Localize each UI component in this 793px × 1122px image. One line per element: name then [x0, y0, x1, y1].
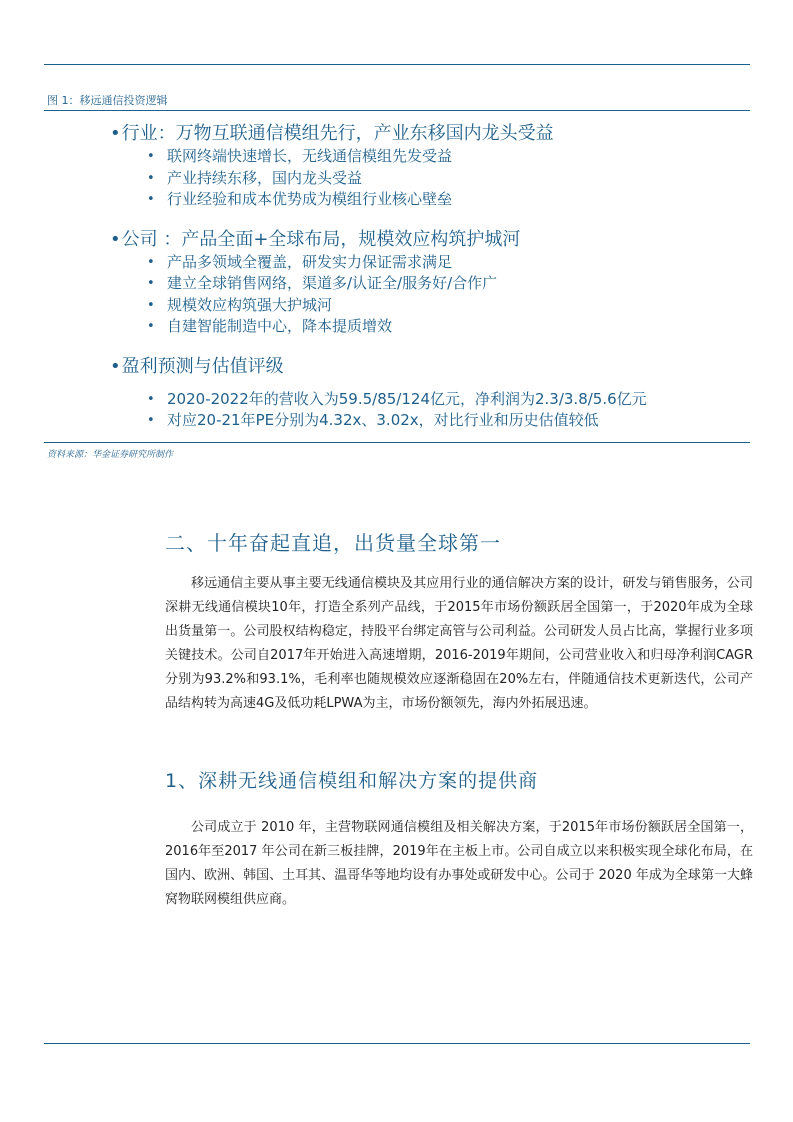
- figure-caption: 图 1：移远通信投资逻辑: [47, 94, 168, 107]
- list-item-text: 建立全球销售网络，渠道多/认证全/服务好/合作广: [167, 274, 498, 292]
- source-note: 资料来源：华金证券研究所制作: [47, 450, 174, 460]
- bullet-icon: •: [147, 276, 155, 291]
- list-item: [110, 189, 710, 211]
- logic-heading-text: 公司 ：产品全面+全球布局，规模效应构筑护城河: [121, 228, 521, 250]
- section-paragraph: 移远通信主要从事主要无线通信模块及其应用行业的通信解决方案的设计，研发与销售服务，公司深耕无线通信模块10年，打造全系列产品线，于2015年市场份额跃居全国第一，于2020年成为全球出货量第一。公司股权结构稳定，持股平台绑定高管与公司利益。公司研发人员占比高，掌握行业多项关键技术。公司自2017年开始进入高速增期，2016-2019年期间，公司营业收入和归母净利润CAGR 分别为93.2%和93.1%，毛利率也随规模效应逐渐稳固在20%左右，伴随通信技术更新迭代，公司产品结构转为高速4G及低功耗LPWA为主，市场份额领先，海内外拓展迅速。: [165, 576, 753, 711]
- list-item-text: 2020-2022年的营收入为59.5/85/124亿元，净利润为2.3/3.8/5.6亿元: [167, 389, 647, 408]
- bullet-icon: •: [147, 297, 155, 313]
- logic-heading-text: 行业：万物互联通信模组先行，产业东移国内龙头受益: [121, 123, 554, 144]
- footer-rule: [44, 1043, 750, 1044]
- logic-heading-text: 盈利预测与估值评级: [121, 355, 284, 377]
- bullet-icon: •: [110, 228, 121, 250]
- bullet-icon: •: [147, 319, 155, 334]
- bullet-icon: •: [147, 149, 155, 164]
- logic-list: [110, 252, 710, 338]
- list-item-text: 规模效应构筑强大护城河: [167, 295, 333, 314]
- logic-heading: [110, 228, 710, 252]
- list-item-text: 产业持续东移，国内龙头受益: [167, 168, 363, 187]
- section-title: 二、十年奋起直追，出货量全球第一: [165, 531, 501, 555]
- investment-logic-figure: [110, 122, 710, 432]
- list-item: [110, 410, 710, 432]
- logic-heading: [110, 122, 710, 146]
- logic-list: [110, 146, 710, 211]
- bullet-icon: •: [110, 355, 121, 377]
- list-item: [110, 295, 710, 317]
- list-item: [110, 273, 710, 295]
- logic-section-forecast: [110, 355, 710, 432]
- list-item: [110, 252, 710, 274]
- list-item: [110, 389, 710, 411]
- logic-list: [110, 389, 710, 432]
- bullet-icon: •: [110, 123, 121, 144]
- list-item-text: 自建智能制造中心，降本提质增效: [167, 317, 393, 335]
- header-rule: [44, 64, 750, 65]
- subsection-title: 1、深耕无线通信模组和解决方案的提供商: [165, 770, 539, 792]
- bullet-icon: •: [147, 391, 155, 407]
- logic-heading: [110, 355, 710, 379]
- bullet-icon: •: [147, 254, 155, 270]
- bullet-icon: •: [147, 413, 155, 428]
- list-item-text: 对应20-21年PE分别为4.32x、3.02x，对比行业和历史估值较低: [167, 411, 599, 429]
- bullet-icon: •: [147, 170, 155, 186]
- subsection-paragraph: 公司成立于 2010 年，主营物联网通信模组及相关解决方案，于2015年市场份额跃居全国第一，2016年至2017 年公司在新三板挂牌，2019年在主板上市。公司自成立以来积极实现全球化布局，在国内、欧洲、韩国、土耳其、温哥华等地均设有办事处或研发中心。公司于 2020 年成为全球第一大蜂窝物联网模组供应商。: [165, 820, 753, 907]
- logic-section-industry: [110, 122, 710, 211]
- list-item-text: 产品多领域全覆盖，研发实力保证需求满足: [167, 252, 453, 271]
- list-item-text: 联网终端快速增长，无线通信模组先发受益: [167, 147, 453, 165]
- figure-bottom-rule: [44, 442, 750, 443]
- bullet-icon: •: [147, 192, 155, 207]
- logic-section-company: [110, 228, 710, 338]
- list-item: [110, 316, 710, 338]
- list-item: [110, 168, 710, 190]
- list-item: [110, 146, 710, 168]
- list-item-text: 行业经验和成本优势成为模组行业核心壁垒: [167, 190, 453, 208]
- figure-top-rule: [44, 110, 750, 111]
